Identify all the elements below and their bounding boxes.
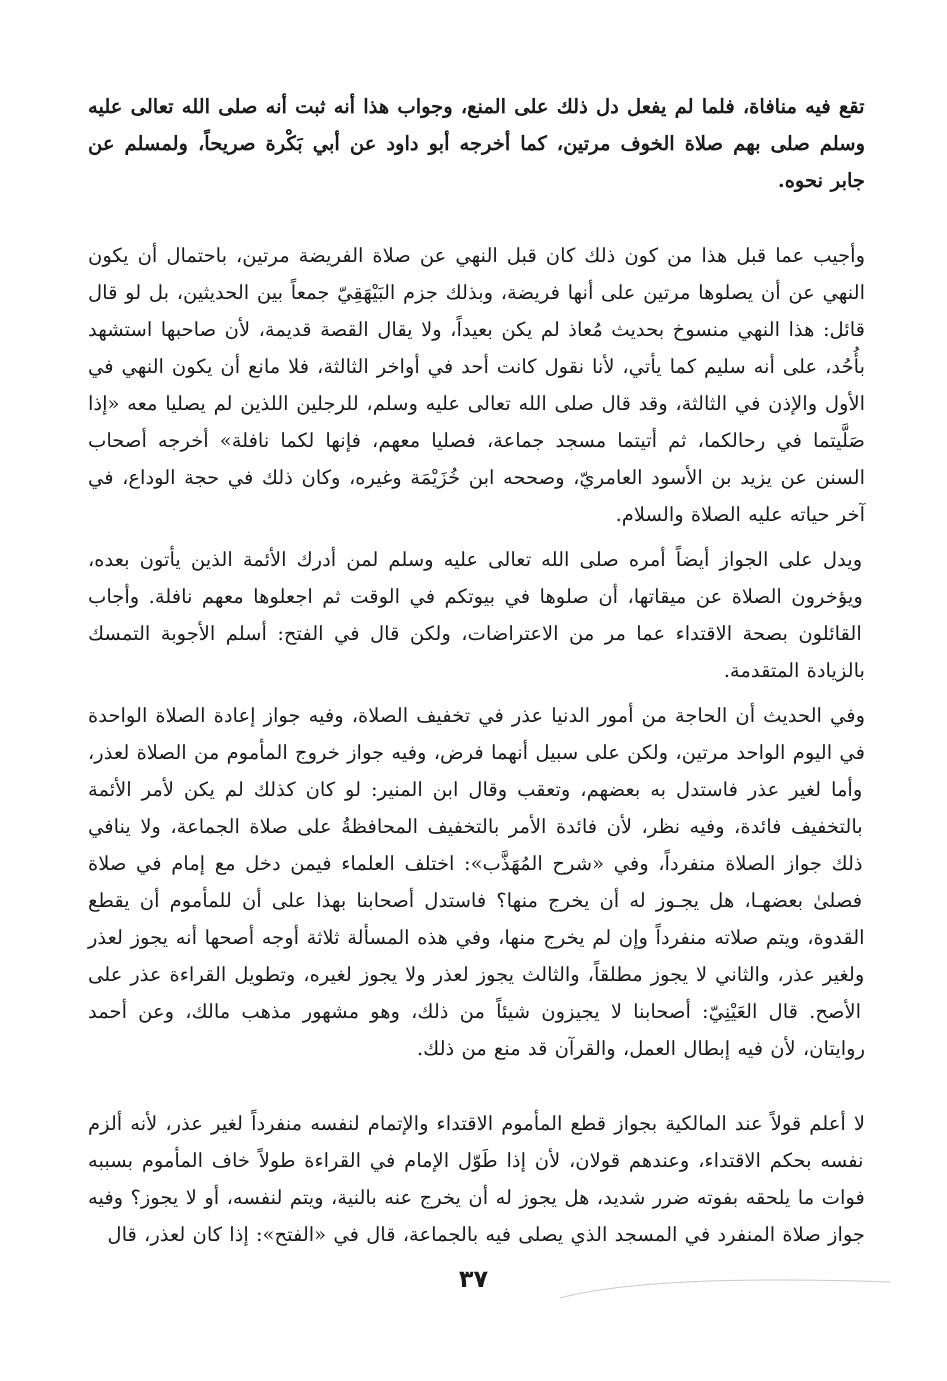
line: الواحدة في اليوم الواحد مرتين، ولكن على سبيل أنهما فرض، وفيه جواز خروج المأموم من الصلاة (88, 704, 865, 764)
line: ويدل على الجواز أيضاً أمره صلى الله تعالى عليه وسلم لمن أدرك الأئمة الذين يأتون بعده، (88, 548, 863, 571)
line: بل لو قال قائل: هذا النهي منسوخ بحديث مُعاذ لم يكن بعيداً، ولا يقال القصة قديمة، لأن (88, 281, 865, 341)
line: نحوه. (777, 169, 824, 192)
line: وسلم صلى بهم صلاة الخوف مرتين، كما أخرجه أبو داود عن أبي بَكْرة صريحاً، ولمسلم عن جابر (88, 132, 865, 192)
paragraph-2 (88, 237, 865, 533)
line: صاحبها استشهد بأُحُد، على أنه سليم كما يأتي، لأنا نقول كانت أحد في أواخر الثالثة، فلا مانع (88, 318, 866, 378)
line: وأجيب عما قبل هذا من كون ذلك كان قبل النهي عن صلاة الفريضة مرتين، باحتمال أن (128, 244, 865, 267)
line: وفي الحديث أن الحاجة من أمور الدنيا عذر في تخفيف الصلاة، وفيه جواز إعادة الصلاة (147, 704, 865, 727)
line: ويؤخرون الصلاة عن ميقاتها، أن صلوها في بيوتكم في الوقت ثم اجعلوها معهم نافلة. وأجاب (88, 585, 863, 608)
page-body (88, 88, 865, 1318)
line: لم يصليا معه «إذا صَلَّيتما في رحالكما، ثم أتيتما مسجد جماعة، فصليا معهم، فإنها لكما نافلة» (88, 392, 865, 452)
page-number: ٣٧ (458, 1265, 489, 1293)
line: جواز صلاة المنفرد في المسجد الذي يصلى فيه بالجماعة، قال في «الفتح»: إذا كان لعذر، قال (107, 1223, 865, 1246)
line: فوات ما يلحقه بفوته ضرر شديد، هل يجوز له أن يخرج عنه بالنية، ويتم لنفسه، أو لا يجوز؟ وفيه (88, 1186, 865, 1209)
line: لا أعلم قولاً عند المالكية بجواز قطع المأموم الاقتداء والإتمام لنفسه منفرداً لغير عذر، لأنه (122, 1112, 865, 1135)
line: بالتخفيف فائدة، وفيه نظر، لأن فائدة الأمر بالتخفيف المحافظةُ على صلاة الجماعة، ولا ينافي (88, 815, 863, 838)
line: ألزم نفسه بحكم الاقتداء، وعندهم قولان، لأن إذا طَوّل الإمام في القراءة طولاً خاف المأموم بسببه (88, 1112, 864, 1172)
line: روايتان، لأن فيه إبطال العمل، والقرآن قد منع من ذلك. (416, 1037, 865, 1060)
line: بالزيادة المتقدمة. (723, 659, 865, 682)
line: ولغير عذر، والثاني لا يجوز مطلقاً، والثالث يجوز لعذر ولا يجوز لغيره، وتطويل القراءة عذر على (88, 963, 865, 986)
line: فصلىٰ بعضهـا، هل يجـوز له أن يخرج منها؟ فاستدل أصحابنا بهذا على أن للمأموم أن يقطع (88, 889, 863, 912)
paragraph-5 (88, 1105, 865, 1253)
line: الأصح. قال العَيْنِيّ: أصحابنا لا يجيزون شيئاً من ذلك، وهو مشهور مذهب مالك، وعن أحمد (88, 1000, 862, 1023)
line: أخرجه أصحاب السنن عن يزيد بن الأسود العامريّ، وصححه ابن خُزَيْمَة وغيره، وكان ذلك في (88, 429, 865, 489)
line: ذلك جواز الصلاة منفرداً، وفي «شرح المُهَذَّب»: اختلف العلماء فيمن دخل مع إمام في صلاة (88, 852, 863, 875)
line: حجة الوداع، في آخر حياته عليه الصلاة والسلام. (88, 466, 865, 526)
line: تقع فيه منافاة، فلما لم يفعل دل ذلك على المنع، وجواب هذا أنه ثبت أنه صلى الله تعالى عليه (88, 95, 865, 118)
paragraph-1 (88, 88, 865, 199)
line: يكون النهي عن أن يصلوها مرتين على أنها فريضة، وبذلك جزم البَيْهَقِيّ جمعاً بين الحديثين، (88, 244, 865, 304)
line: القدوة، ويتم صلاته منفرداً وإن لم يخرج منها، وفي هذه المسألة ثلاثة أوجه أصحها أنه يجوز لعذر (88, 926, 865, 949)
line: أن يكون النهي في الأول والإذن في الثالثة، وقد قال صلى الله تعالى عليه وسلم، للرجلين اللذين (88, 355, 865, 415)
paragraph-4 (88, 697, 865, 1067)
line: لعذر، وأما لغير عذر فاستدل به بعضهم، وتعقب وقال ابن المنير: لو كان كذلك لم يكن لأمر الأئمة (88, 741, 863, 801)
line: القائلون بصحة الاقتداء عما مر من الاعتراضات، ولكن قال في الفتح: أسلم الأجوبة التمسك (88, 622, 862, 645)
paragraph-3 (88, 541, 865, 689)
